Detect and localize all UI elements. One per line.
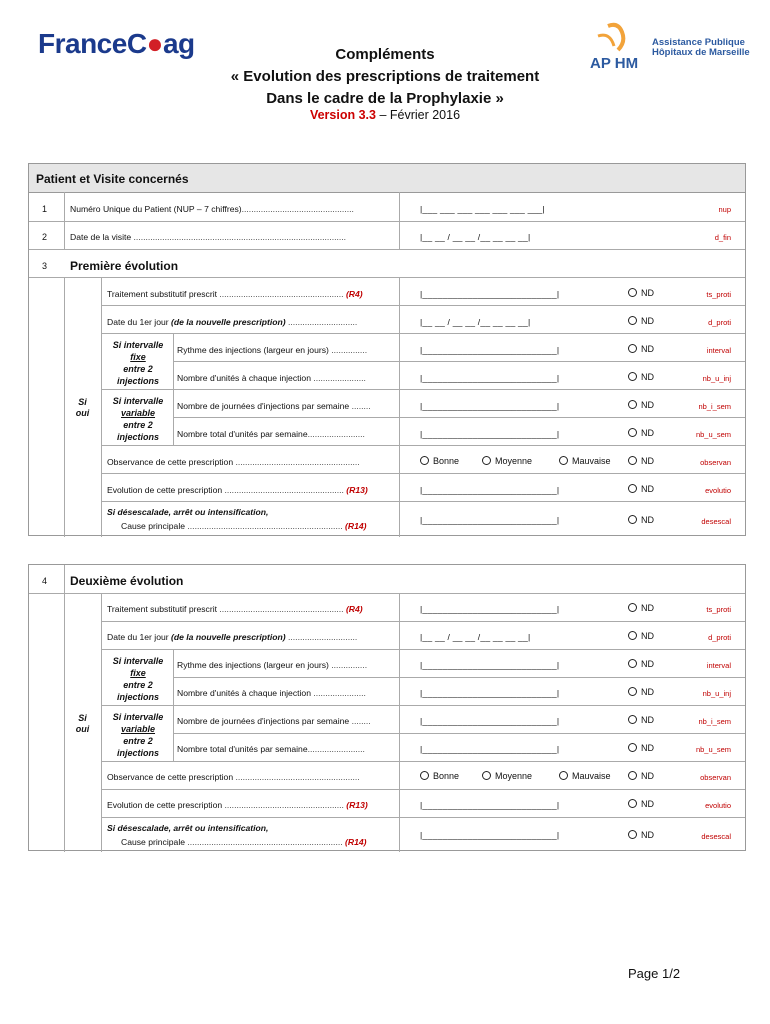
radio-icon xyxy=(628,799,637,808)
nd-option[interactable]: ND xyxy=(628,743,654,753)
nd-option[interactable]: ND xyxy=(628,428,654,438)
table-deuxieme-evolution xyxy=(28,564,746,851)
var-code: d_proti xyxy=(708,318,731,327)
nd-option[interactable]: ND xyxy=(628,288,654,298)
row-number: 3 xyxy=(42,261,48,271)
var-code: ts_proti xyxy=(706,290,731,299)
var-code: nb_u_inj xyxy=(702,374,731,383)
date-1er-jour-field[interactable]: |__ __ / __ __ /__ __ __ __| xyxy=(420,317,531,327)
date-1er-jour-label: Date du 1er jour (de la nouvelle prescription) ............................. xyxy=(107,317,358,327)
date-visite-label: Date de la visite ......................................................................................... xyxy=(70,232,347,242)
date-1er-jour-field[interactable]: |__ __ / __ __ /__ __ __ __| xyxy=(420,632,531,642)
nb-jours-field[interactable]: |___________________________| xyxy=(420,716,560,726)
nd-option[interactable]: ND xyxy=(628,715,654,725)
page-number: Page 1/2 xyxy=(628,966,681,981)
desescalade-label: Si désescalade, arrêt ou intensification, xyxy=(107,507,269,517)
radio-icon xyxy=(628,830,637,839)
var-code: interval xyxy=(706,346,731,355)
radio-icon xyxy=(628,288,637,297)
radio-icon xyxy=(628,456,637,465)
rythme-label: Rythme des injections (largeur en jours) ............... xyxy=(177,660,368,670)
radio-icon xyxy=(482,456,491,465)
observance-moyenne[interactable]: Moyenne xyxy=(482,771,532,781)
row-number: 4 xyxy=(42,576,48,586)
cause-label: Cause principale ................................................................. (R14) xyxy=(121,837,367,847)
radio-icon xyxy=(628,428,637,437)
evolution-field[interactable]: |___________________________| xyxy=(420,485,560,495)
aphm-name: Assistance Publique Hôpitaux de Marseille xyxy=(652,37,750,58)
section-title: Première évolution xyxy=(70,259,179,273)
desescalade-label: Si désescalade, arrêt ou intensification, xyxy=(107,823,269,833)
version-line: Version 3.3 – Février 2016 xyxy=(309,108,461,122)
date-visite-field[interactable]: |__ __ / __ __ /__ __ __ __| xyxy=(420,232,531,242)
nd-option[interactable]: ND xyxy=(628,603,654,613)
var-code: interval xyxy=(706,661,731,670)
traitement-field[interactable]: |___________________________| xyxy=(420,289,560,299)
traitement-field[interactable]: |___________________________| xyxy=(420,604,560,614)
cause-label: Cause principale ................................................................. (R14) xyxy=(121,521,367,531)
traitement-label: Traitement substitutif prescrit .................................................... (R4) xyxy=(107,604,363,614)
nup-field[interactable]: |___ ___ ___ ___ ___ ___ ___| xyxy=(420,204,545,214)
radio-icon xyxy=(559,771,568,780)
nb-jours-label: Nombre de journées d'injections par semaine ........ xyxy=(177,401,371,411)
nd-option[interactable]: ND xyxy=(628,484,654,494)
radio-icon xyxy=(628,715,637,724)
var-code: desescal xyxy=(701,832,731,841)
nb-total-label: Nombre total d'unités par semaine........................ xyxy=(177,429,365,439)
nb-unites-field[interactable]: |___________________________| xyxy=(420,688,560,698)
nd-option[interactable]: ND xyxy=(628,344,654,354)
date-1er-jour-label: Date du 1er jour (de la nouvelle prescription) ............................. xyxy=(107,632,358,642)
nd-option[interactable]: ND xyxy=(628,659,654,669)
radio-icon xyxy=(628,400,637,409)
radio-icon xyxy=(420,771,429,780)
document-title: Compléments « Evolution des prescriptions de traitement Dans le cadre de la Prophylaxie » xyxy=(230,46,540,107)
nb-jours-field[interactable]: |___________________________| xyxy=(420,401,560,411)
radio-icon xyxy=(559,456,568,465)
nb-total-field[interactable]: |___________________________| xyxy=(420,429,560,439)
rythme-field[interactable]: |___________________________| xyxy=(420,660,560,670)
cond-intervalle-variable: Si intervalle variable entre 2 injections xyxy=(112,396,164,442)
nd-option[interactable]: ND xyxy=(628,316,654,326)
nd-option[interactable]: ND xyxy=(628,631,654,641)
aphm-logo xyxy=(588,22,643,74)
svg-text:AP HM: AP HM xyxy=(590,55,639,72)
radio-icon xyxy=(628,316,637,325)
nd-option[interactable]: ND xyxy=(628,687,654,697)
observance-mauvaise[interactable]: Mauvaise xyxy=(559,771,611,781)
blood-drop-icon: ● xyxy=(146,28,163,59)
radio-icon xyxy=(482,771,491,780)
nd-option[interactable]: ND xyxy=(628,400,654,410)
si-oui-label: Si oui xyxy=(75,713,90,734)
radio-icon xyxy=(628,372,637,381)
evolution-field[interactable]: |___________________________| xyxy=(420,800,560,810)
var-code: nb_i_sem xyxy=(698,717,731,726)
var-code: nb_u_sem xyxy=(695,745,731,754)
table-patient-visite xyxy=(28,163,746,536)
var-code: d_fin xyxy=(714,233,731,242)
evolution-label: Evolution de cette prescription .................................................. (R13) xyxy=(107,800,368,810)
evolution-label: Evolution de cette prescription .................................................. (R13) xyxy=(107,485,368,495)
observance-bonne[interactable]: Bonne xyxy=(420,771,459,781)
observance-label: Observance de cette prescription .................................................... xyxy=(107,772,360,782)
nup-label: Numéro Unique du Patient (NUP – 7 chiffres)............................................... xyxy=(70,204,354,214)
rythme-label: Rythme des injections (largeur en jours) ............... xyxy=(177,345,368,355)
var-code: evolutio xyxy=(705,486,731,495)
nd-option[interactable]: ND xyxy=(628,456,654,466)
radio-icon xyxy=(628,631,637,640)
radio-icon xyxy=(628,687,637,696)
radio-icon xyxy=(628,603,637,612)
var-code: d_proti xyxy=(708,633,731,642)
observance-moyenne[interactable]: Moyenne xyxy=(482,456,532,466)
nb-jours-label: Nombre de journées d'injections par semaine ........ xyxy=(177,716,371,726)
var-code: nb_i_sem xyxy=(698,402,731,411)
radio-icon xyxy=(628,659,637,668)
table-header: Patient et Visite concernés xyxy=(29,164,745,193)
radio-icon xyxy=(420,456,429,465)
nb-unites-label: Nombre d'unités à chaque injection ...................... xyxy=(177,688,366,698)
var-code: ts_proti xyxy=(706,605,731,614)
observance-bonne[interactable]: Bonne xyxy=(420,456,459,466)
var-code: observan xyxy=(700,458,731,467)
cond-intervalle-fixe: Si intervalle fixe entre 2 injections xyxy=(112,656,164,702)
traitement-label: Traitement substitutif prescrit .................................................... (R4) xyxy=(107,289,363,299)
var-code: nb_u_sem xyxy=(695,430,731,439)
cond-intervalle-fixe: Si intervalle fixe entre 2 injections xyxy=(112,340,164,386)
observance-label: Observance de cette prescription .................................................... xyxy=(107,457,360,467)
francecoag-logo: FranceC●ag xyxy=(38,28,195,59)
var-code: nb_u_inj xyxy=(702,689,731,698)
radio-icon xyxy=(628,344,637,353)
radio-icon xyxy=(628,515,637,524)
nb-unites-label: Nombre d'unités à chaque injection ...................... xyxy=(177,373,366,383)
nd-option[interactable]: ND xyxy=(628,372,654,382)
row-number: 2 xyxy=(42,232,48,242)
section-title: Deuxième évolution xyxy=(70,574,184,588)
radio-icon xyxy=(628,484,637,493)
nb-unites-field[interactable]: |___________________________| xyxy=(420,373,560,383)
row-number: 1 xyxy=(42,204,48,214)
nb-total-field[interactable]: |___________________________| xyxy=(420,744,560,754)
observance-mauvaise[interactable]: Mauvaise xyxy=(559,456,611,466)
cond-intervalle-variable: Si intervalle variable entre 2 injections xyxy=(112,712,164,758)
nd-option[interactable]: ND xyxy=(628,830,654,840)
var-code: evolutio xyxy=(705,801,731,810)
radio-icon xyxy=(628,771,637,780)
nb-total-label: Nombre total d'unités par semaine........................ xyxy=(177,744,365,754)
var-code: nup xyxy=(718,205,731,214)
var-code: desescal xyxy=(701,517,731,526)
si-oui-label: Si oui xyxy=(75,397,90,418)
nd-option[interactable]: ND xyxy=(628,515,654,525)
radio-icon xyxy=(628,743,637,752)
cause-field[interactable]: |___________________________| xyxy=(420,515,560,525)
rythme-field[interactable]: |___________________________| xyxy=(420,345,560,355)
nd-option[interactable]: ND xyxy=(628,771,654,781)
cause-field[interactable]: |___________________________| xyxy=(420,830,560,840)
nd-option[interactable]: ND xyxy=(628,799,654,809)
var-code: observan xyxy=(700,773,731,782)
